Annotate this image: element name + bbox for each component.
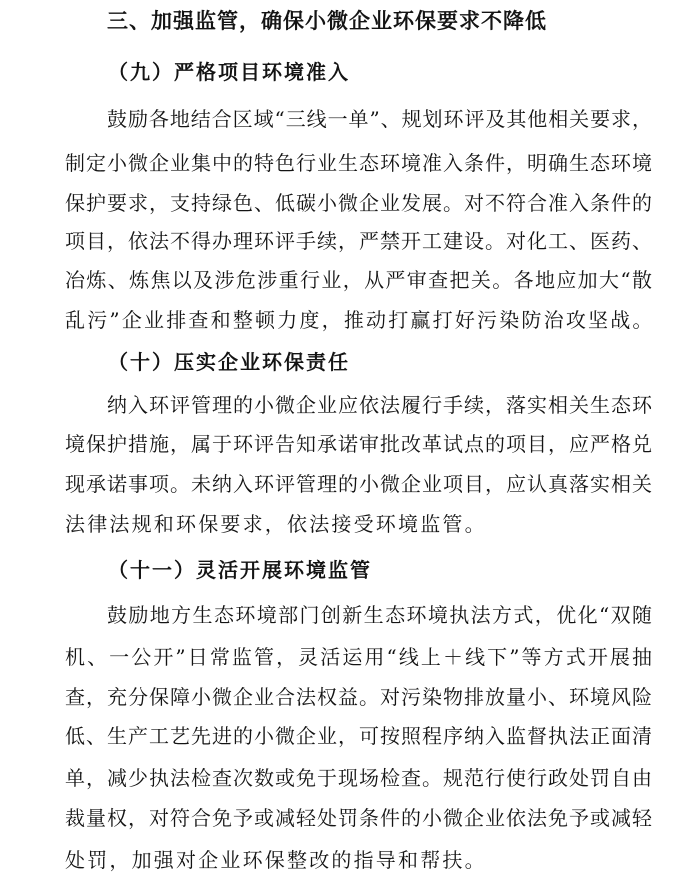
paragraph-line: 单，减少执法检查次数或免于现场检查。规范行使行政处罚自由	[65, 766, 652, 790]
paragraph-line: 低、生产工艺先进的小微企业，可按照程序纳入监督执法正面清	[65, 724, 652, 748]
paragraph-line: 现承诺事项。未纳入环评管理的小微企业项目，应认真落实相关	[65, 472, 652, 496]
section-heading: 三、加强监管，确保小微企业环保要求不降低	[107, 9, 547, 33]
paragraph-line: 保护要求，支持绿色、低碳小微企业发展。对不符合准入条件的	[65, 191, 652, 215]
subsection-heading-11: （十一）灵活开展环境监管	[108, 558, 372, 582]
paragraph-line: 冶炼、炼焦以及涉危涉重行业，从严审查把关。各地应加大“散	[65, 268, 652, 292]
paragraph-line: 法律法规和环保要求，依法接受环境监管。	[65, 512, 487, 536]
paragraph-line: 乱污”企业排查和整顿力度，推动打赢打好污染防治攻坚战。	[65, 308, 655, 332]
paragraph-line: 查，充分保障小微企业合法权益。对污染物排放量小、环境风险	[65, 685, 652, 709]
subsection-heading-9: （九）严格项目环境准入	[108, 60, 350, 84]
paragraph-line: 项目，依法不得办理环评手续，严禁开工建设。对化工、医药、	[65, 229, 652, 253]
paragraph-line: 机、一公开”日常监管，灵活运用“线上＋线下”等方式开展抽	[65, 645, 652, 669]
paragraph-line: 鼓励地方生态环境部门创新生态环境执法方式，优化“双随	[107, 603, 652, 627]
subsection-heading-10: （十）压实企业环保责任	[108, 350, 350, 374]
paragraph-line: 境保护措施，属于环评告知承诺审批改革试点的项目，应严格兑	[65, 432, 652, 456]
paragraph-line: 鼓励各地结合区域“三线一单”、规划环评及其他相关要求，	[107, 107, 652, 131]
paragraph-line: 处罚，加强对企业环保整改的指导和帮扶。	[65, 848, 487, 872]
paragraph-line: 纳入环评管理的小微企业应依法履行手续，落实相关生态环	[107, 393, 652, 417]
paragraph-line: 制定小微企业集中的特色行业生态环境准入条件，明确生态环境	[65, 151, 652, 175]
paragraph-line: 裁量权，对符合免予或减轻处罚条件的小微企业依法免予或减轻	[65, 806, 652, 830]
